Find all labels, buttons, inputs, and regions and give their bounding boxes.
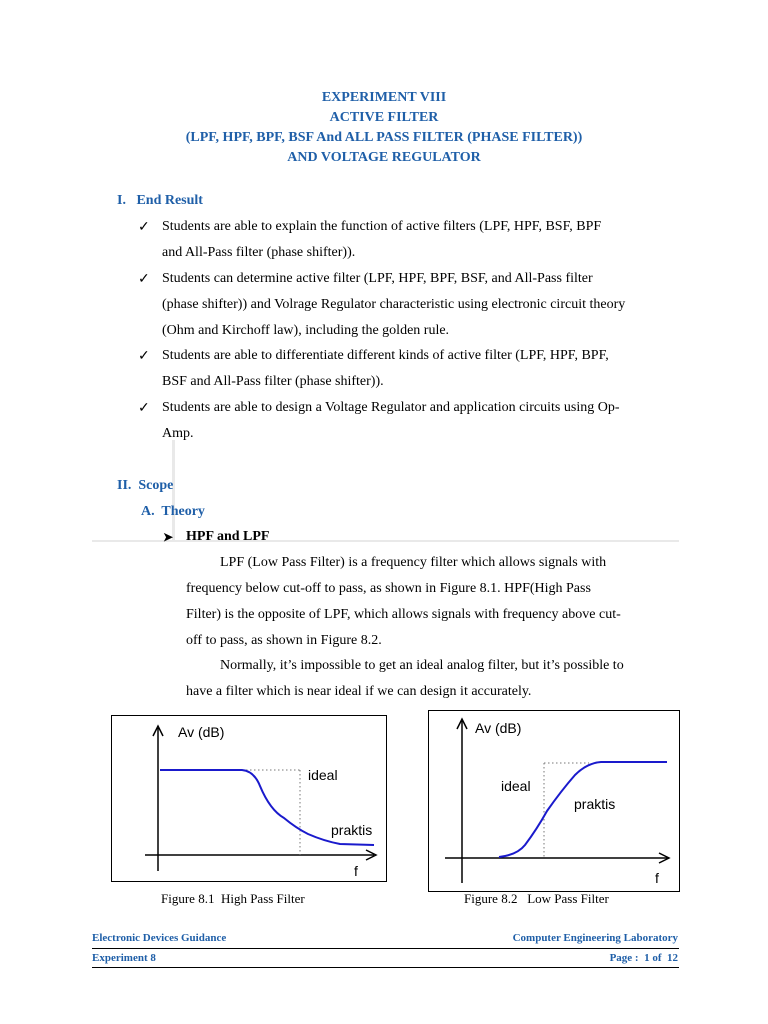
y-axis-label: Av (dB)	[475, 720, 522, 736]
filter-types-title: (LPF, HPF, BPF, BSF And ALL PASS FILTER (PHASE FILTER))	[185, 130, 583, 145]
check-icon: ✓	[138, 272, 150, 287]
check-icon: ✓	[138, 401, 150, 416]
x-axis-label: f	[354, 863, 358, 879]
y-axis-label: Av (dB)	[178, 724, 225, 740]
subsection-theory-heading: A. Theory	[141, 504, 205, 519]
voltage-regulator-title: AND VOLTAGE REGULATOR	[287, 150, 481, 165]
topic-title: ACTIVE FILTER	[329, 110, 439, 125]
ideal-label: ideal	[501, 778, 531, 794]
end-result-item-4: Students are able to design a Voltage Regulator and application circuits using Op- Amp.	[162, 400, 620, 441]
x-axis-label: f	[655, 870, 659, 886]
figure-1-frame	[111, 715, 387, 882]
figure-2-graph	[429, 711, 679, 891]
check-icon: ✓	[138, 220, 150, 235]
theory-paragraph-2: Normally, it’s impossible to get an ideal analog filter, but it’s possible to have a filter which is near ideal if we can design it accurately.	[186, 658, 624, 699]
ideal-label: ideal	[308, 767, 338, 783]
figure-1-caption: Figure 8.1 High Pass Filter	[161, 891, 305, 906]
figure-2-frame	[428, 710, 680, 892]
section-scope-heading: II. Scope	[117, 478, 174, 493]
footer-page-number: Page : 1 of 12	[609, 952, 678, 964]
end-result-item-1: Students are able to explain the function of active filters (LPF, HPF, BSF, BPF and All-Pass filter (phase shifter)).	[162, 219, 602, 260]
arrow-right-icon: ➤	[163, 530, 174, 544]
footer-divider	[92, 948, 679, 949]
section-end-result-heading: I. End Result	[117, 193, 203, 208]
subitem-hpf-lpf: HPF and LPF	[186, 529, 270, 544]
check-icon: ✓	[138, 349, 150, 364]
real-response-label: praktis	[331, 822, 373, 838]
footer-course-name: Electronic Devices Guidance	[92, 932, 227, 944]
figure-2-caption: Figure 8.2 Low Pass Filter	[464, 891, 609, 906]
end-result-item-2: Students can determine active filter (LPF, HPF, BPF, BSF, and All-Pass filter (phase shifter)) and Volrage Regulator characteristic using electronic circuit theory (Ohm and Kirchoff law), including the golden rule.	[162, 271, 626, 338]
footer-experiment-number: Experiment 8	[92, 952, 156, 964]
theory-paragraph-1: LPF (Low Pass Filter) is a frequency filter which allows signals with frequency below cut-off to pass, as shown in Figure 8.1. HPF(High Pass Filter) is the opposite of LPF, which allows signals with frequency above cut- off to pass, as shown in Figure 8.2.	[186, 555, 621, 648]
end-result-item-3: Students are able to differentiate different kinds of active filter (LPF, HPF, BPF, BSF and All-Pass filter (phase shifter)).	[162, 348, 609, 389]
watermark	[92, 540, 679, 542]
footer-lab-name: Computer Engineering Laboratory	[512, 932, 678, 944]
experiment-title: EXPERIMENT VIII	[321, 90, 447, 105]
footer-bottom-divider	[92, 967, 679, 968]
real-response-label: praktis	[574, 796, 616, 812]
figure-1-graph	[112, 716, 386, 881]
